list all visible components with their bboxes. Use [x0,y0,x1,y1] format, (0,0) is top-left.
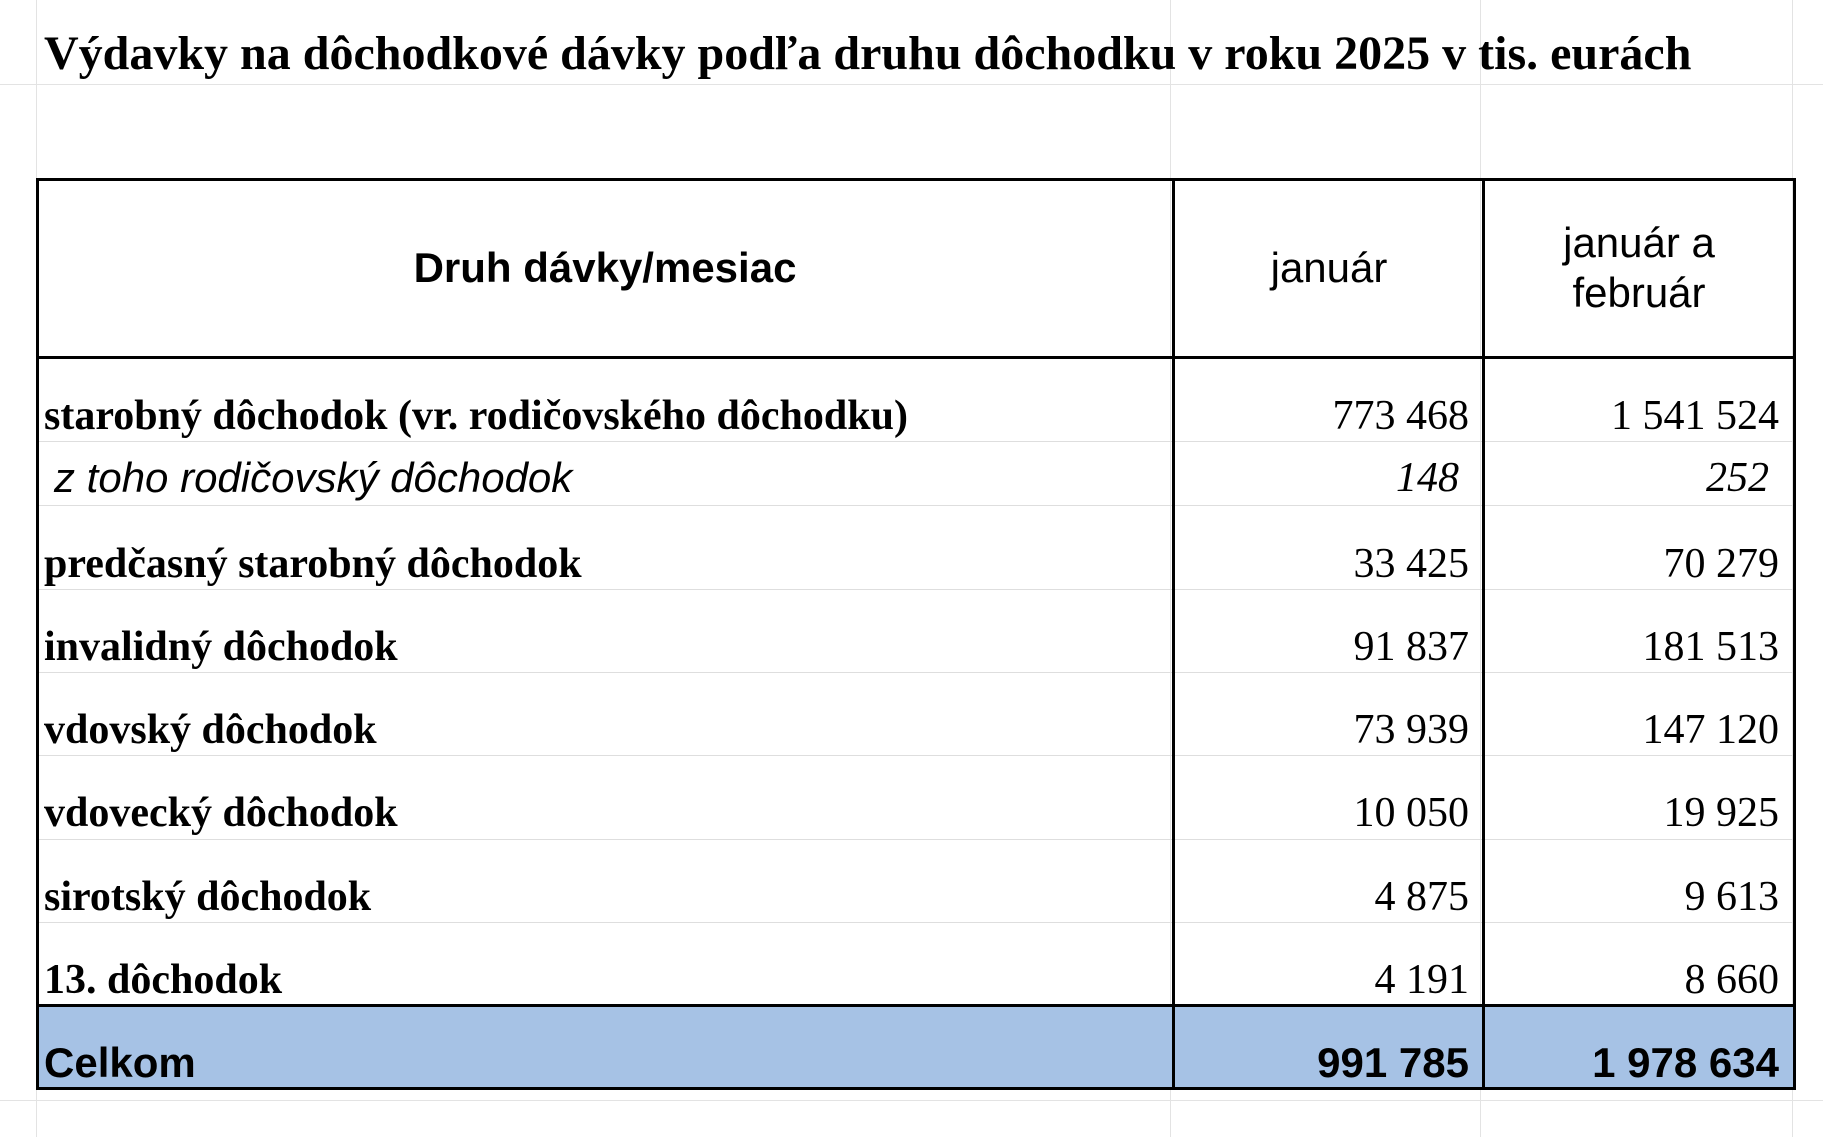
grid-row-line [0,1100,1823,1101]
cell-jan-feb: 9 613 [1684,874,1779,920]
cell-january: 33 425 [1353,541,1469,587]
header-jan-feb-line2: február [1572,269,1706,316]
row-divider [36,505,1796,506]
cell-january: 4 191 [1374,957,1469,1003]
header-january: január [1270,244,1388,291]
cell-jan-feb: 147 120 [1642,707,1779,753]
row-label-parental-pension: z toho rodičovský dôchodok [54,454,573,501]
row-divider [36,839,1796,840]
row-divider [36,589,1796,590]
cell-jan-feb: 181 513 [1642,624,1779,670]
header-benefit-type: Druh dávky/mesiac [413,244,797,291]
cell-jan-feb: 252 [1706,455,1769,501]
row-label-13th-pension: 13. dôchodok [44,957,283,1003]
expenditure-table [36,178,1796,1090]
cell-jan-feb: 70 279 [1663,541,1779,587]
page-title: Výdavky na dôchodkové dávky podľa druhu dôchodku v roku 2025 v tis. eurách [44,27,1692,80]
row-label-early-old-age-pension: predčasný starobný dôchodok [44,541,582,587]
cell-jan-feb: 1 541 524 [1611,393,1779,439]
cell-jan-feb: 8 660 [1684,957,1779,1003]
grid-row-line [0,84,1823,85]
row-divider [36,755,1796,756]
row-divider [36,672,1796,673]
total-jan-feb: 1 978 634 [1592,1039,1779,1086]
row-label-widower-pension: vdovecký dôchodok [44,790,398,836]
row-label-disability-pension: invalidný dôchodok [44,624,398,670]
cell-january: 91 837 [1353,624,1469,670]
cell-january: 148 [1396,455,1459,501]
cell-january: 773 468 [1332,393,1469,439]
row-label-widow-pension: vdovský dôchodok [44,707,377,753]
total-january: 991 785 [1317,1039,1469,1086]
header-january-february [1485,180,1793,356]
header-jan-feb-line1: január a [1563,219,1715,266]
row-label-old-age-pension: starobný dôchodok (vr. rodičovského dôchodku) [44,393,908,439]
table-border-right [1793,178,1796,1090]
row-label-orphan-pension: sirotský dôchodok [44,874,372,920]
cell-jan-feb: 19 925 [1663,790,1779,836]
header-border [36,356,1796,359]
row-divider [36,441,1796,442]
cell-january: 73 939 [1353,707,1469,753]
cell-january: 4 875 [1374,874,1469,920]
total-label: Celkom [44,1039,196,1086]
row-divider [36,922,1796,923]
cell-january: 10 050 [1353,790,1469,836]
